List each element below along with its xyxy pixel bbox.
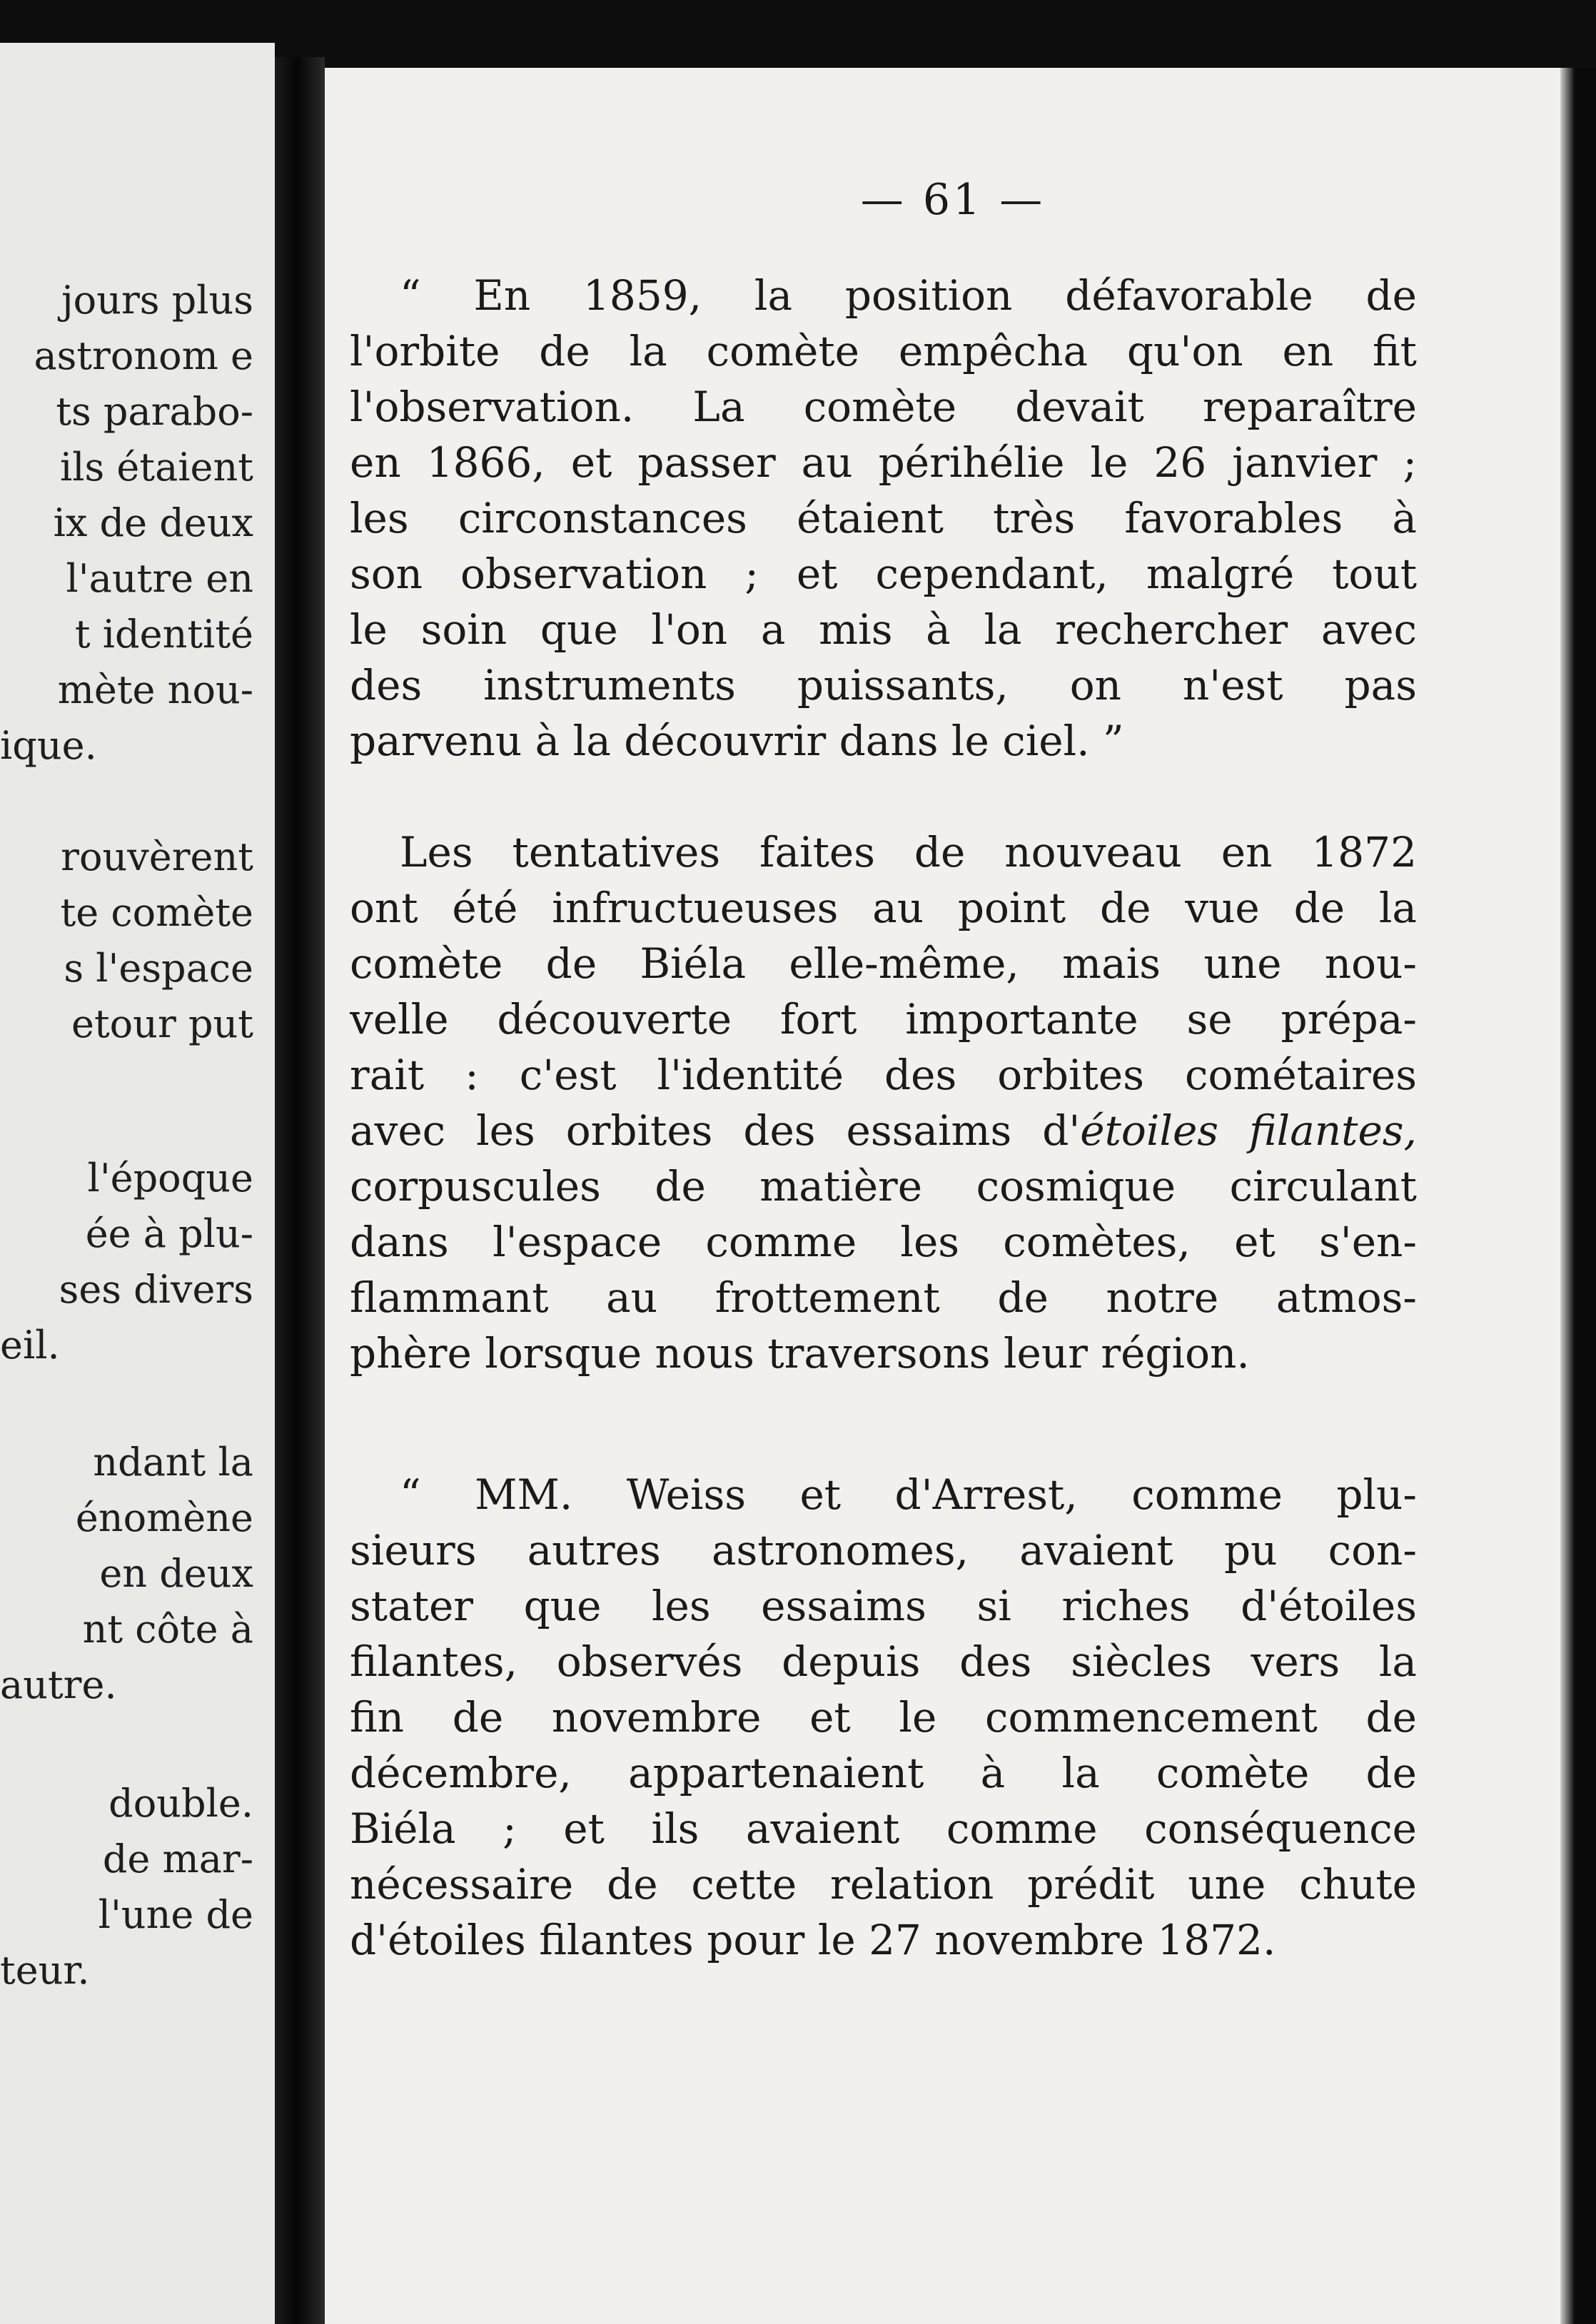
page-edge-shadow [1560, 68, 1596, 2324]
paragraph-text: avec les orbites des essaims d' [350, 1106, 1081, 1155]
paragraph-line: en 1866, et passer au périhélie le 26 janvier ; [350, 438, 1417, 487]
paragraph-line: Les tentatives faites de nouveau en 1872 [400, 828, 1417, 876]
left-page-line: ses divers [59, 1267, 253, 1312]
paragraph-line: les circonstances étaient très favorables à [350, 494, 1417, 542]
left-page-line: eil. [0, 1323, 60, 1368]
paragraph-line: “ En 1859, la position défavorable de [400, 271, 1417, 320]
paragraph-line: ont été infructueuses au point de vue de la [350, 884, 1417, 932]
left-page-line: ée à plu- [85, 1211, 253, 1256]
left-page-line: te comète [60, 890, 253, 935]
left-page-line: teur. [0, 1948, 90, 1993]
left-page-line: astronom e [34, 333, 253, 378]
paragraph-line: phère lorsque nous traversons leur région. [350, 1329, 1250, 1378]
paragraph-quote-weiss-arrest [350, 1467, 1417, 1968]
paragraph-line: fin de novembre et le commencement de [350, 1693, 1417, 1742]
left-page-line: l'autre en [66, 556, 253, 601]
left-page-line: autre. [0, 1662, 117, 1707]
left-page-line: mète nou- [57, 667, 253, 712]
left-facing-page [0, 43, 275, 2324]
book-gutter [275, 57, 325, 2324]
page-number: — 61 — [860, 175, 1046, 225]
paragraph-line: “ MM. Weiss et d'Arrest, comme plu- [400, 1470, 1417, 1519]
italic-phrase: étoiles filantes, [1080, 1106, 1417, 1155]
left-page-line: double. [108, 1781, 253, 1826]
paragraph-line: stater que les essaims si riches d'étoiles [350, 1582, 1417, 1630]
paragraph-quote-1859 [350, 268, 1417, 769]
left-page-line: ique. [0, 723, 97, 768]
paragraph-line: flammant au frottement de notre atmos- [350, 1273, 1417, 1322]
left-page-line: de mar- [102, 1837, 253, 1881]
paragraph-line: corpuscules de matière cosmique circulant [350, 1162, 1417, 1211]
left-page-line: ils étaient [60, 445, 253, 490]
left-page-line: ix de deux [53, 500, 253, 545]
left-page-line: l'époque [87, 1156, 253, 1201]
left-page-line: jours plus [61, 278, 253, 323]
left-page-line: rouvèrent [61, 834, 253, 879]
paragraph-line: l'observation. La comète devait reparaître [350, 383, 1417, 431]
paragraph-line: sieurs autres astronomes, avaient pu con- [350, 1526, 1417, 1575]
left-page-line: en deux [99, 1551, 253, 1596]
right-page [325, 68, 1560, 2324]
left-page-line: t identité [74, 612, 253, 657]
left-page-line: ts parabo- [56, 389, 253, 434]
paragraph-line: comète de Biéla elle-même, mais une nou- [350, 939, 1417, 988]
paragraph-line: des instruments puissants, on n'est pas [350, 661, 1417, 709]
paragraph-line: décembre, appartenaient à la comète de [350, 1749, 1417, 1797]
paragraph-line-with-italic [350, 1103, 1417, 1158]
paragraph-line: Biéla ; et ils avaient comme conséquence [350, 1804, 1417, 1853]
paragraph-line: rait : c'est l'identité des orbites cométaires [350, 1051, 1417, 1099]
paragraph-line: filantes, observés depuis des siècles vers la [350, 1637, 1417, 1686]
left-page-line: etour put [71, 1001, 253, 1046]
left-page-line: énomène [75, 1495, 253, 1540]
paragraph-line: velle découverte fort importante se prépa- [350, 995, 1417, 1044]
paragraph-line: le soin que l'on a mis à la rechercher avec [350, 605, 1417, 654]
left-page-line: nt côte à [82, 1607, 253, 1652]
paragraph-line: dans l'espace comme les comètes, et s'en- [350, 1218, 1417, 1266]
left-page-line: l'une de [98, 1892, 253, 1937]
paragraph-line: parvenu à la découvrir dans le ciel. ” [350, 717, 1124, 765]
left-page-line: ndant la [93, 1440, 253, 1485]
paragraph-line: nécessaire de cette relation prédit une chute [350, 1860, 1417, 1909]
left-page-line: s l'espace [64, 946, 253, 991]
paragraph-line: d'étoiles filantes pour le 27 novembre 1872. [350, 1916, 1276, 1964]
paragraph-line: l'orbite de la comète empêcha qu'on en fit [350, 327, 1417, 375]
paragraph-line: son observation ; et cependant, malgré tout [350, 550, 1417, 598]
paragraph-tentatives-1872 [350, 824, 1417, 1381]
